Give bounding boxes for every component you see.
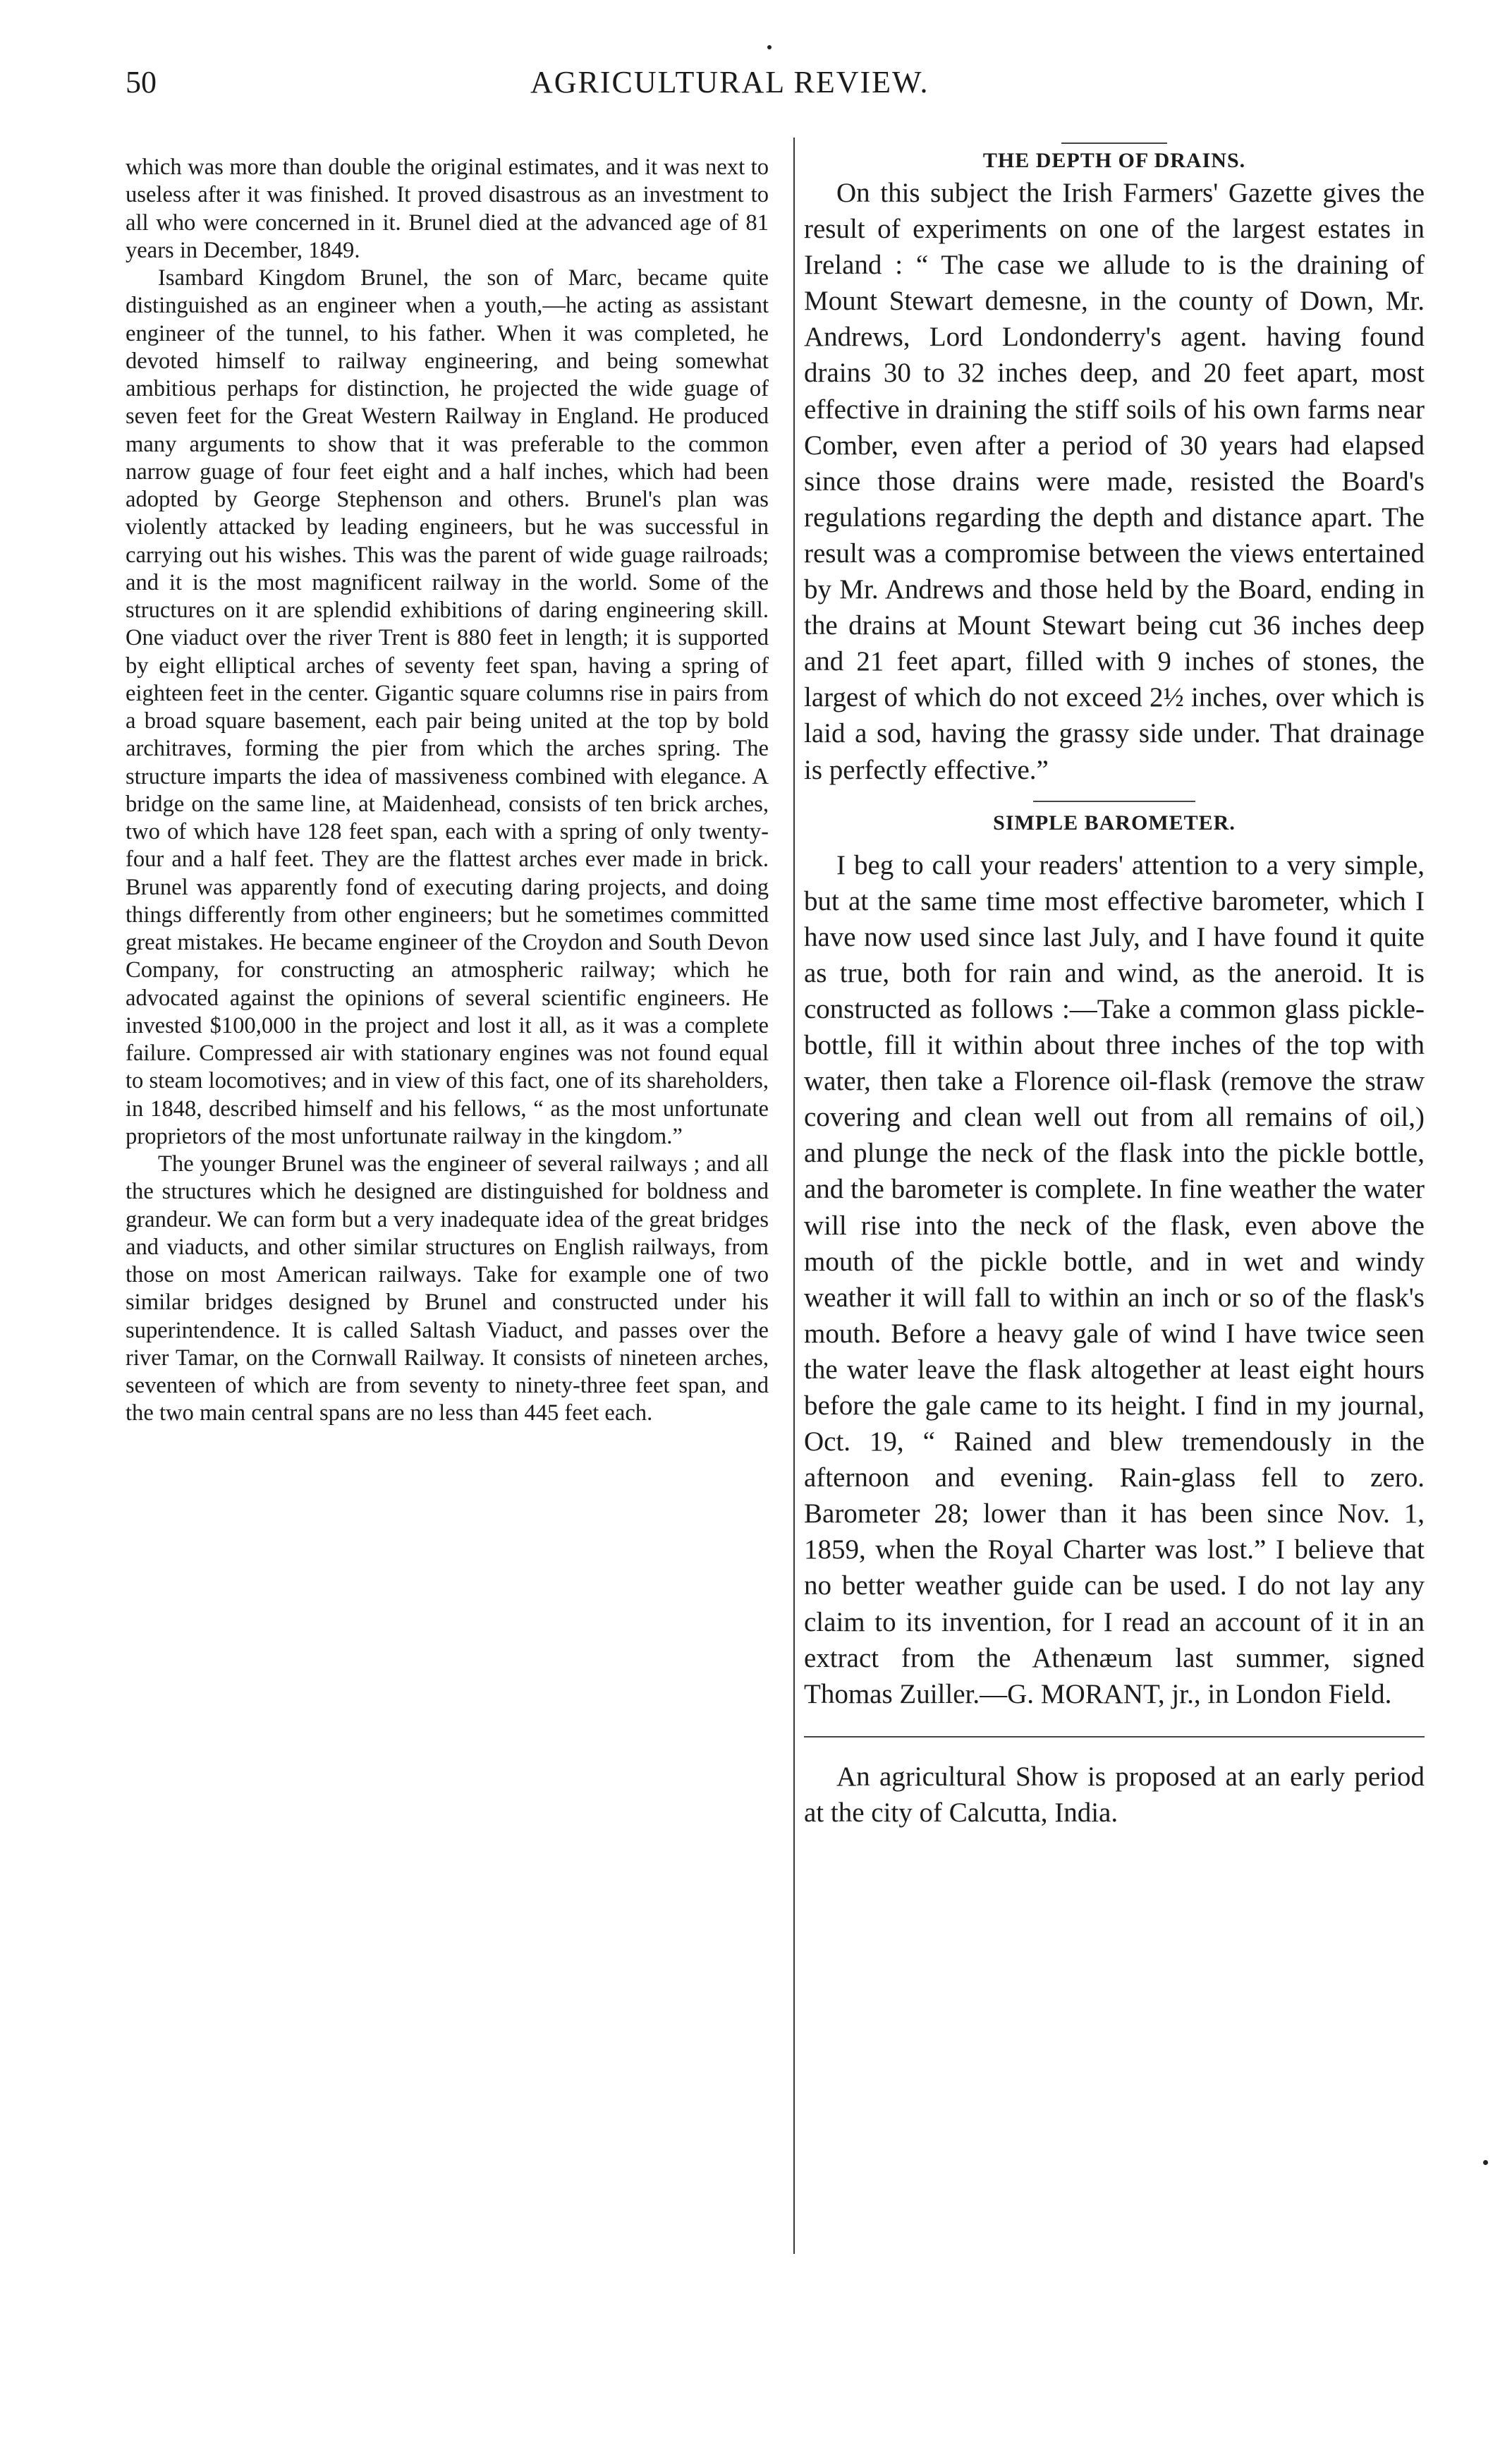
page-number: 50 bbox=[126, 65, 157, 99]
ink-dot bbox=[1483, 2160, 1488, 2165]
section-separator bbox=[1061, 142, 1167, 144]
barometer-article: I beg to call your readers' attention to a very simple, but at the same time most effective barometer, which I have now used since last July, and I have found it quite as true, both for rain and wind, as the aneroid. It is constructed as follows :—Take a common glass pickle-bottle, fill it within about three inches of the top with water, then take a Florence oil-flask (remove the straw covering and clean well out from all remains of oil,) and plunge the neck of the flask into the pickle bottle, and the barometer is complete. In fine weather the water will rise into the neck of the flask, even above the mouth of the pickle bottle, and in wet and windy weather it will fall to within an inch or so of the flask's mouth. Before a heavy gale of wind I have twice seen the water leave the flask altogether at least eight hours before the gale came to its height. I find in my journal, Oct. 19, “ Rained and blew tremendously in the afternoon and evening. Rain-glass fell to zero. Barometer 28; lower than it has been since Nov. 1, 1859, when the Royal Charter was lost.” I believe that no better weather guide can be used. I do not lay any claim to its invention, for I read an account of it in an extract from the Athenæum last summer, signed Thomas Zuiller.—G. MORANT, jr., in London Field. bbox=[804, 849, 1425, 1709]
running-title: AGRICULTURAL REVIEW. bbox=[530, 65, 929, 99]
drains-article: On this subject the Irish Farmers' Gazette gives the result of experiments on one of the largest estates in Ireland : “ The case we allude to is the draining of Mount Stewart demesne, in the county of Down, Mr. Andrews, Lord Londonderry's agent. having found drains 30 to 32 inches deep, and 20 feet apart, most effective in draining the stiff soils of his own farms near Comber, even after a period of 30 years had elapsed since those drains were made, resisted the Board's regulations regarding the depth and distance apart. The result was a compromise between the views entertained by Mr. Andrews and those held by the Board, ending in the drains at Mount Stewart being cut 36 inches deep and 21 feet apart, filled with 9 inches of stones, the largest of which do not exceed 2½ inches, over which is laid a sod, having the grassy side under. That drainage is perfectly effective.” bbox=[804, 178, 1425, 785]
right-column bbox=[804, 141, 1425, 1831]
drains-heading: THE DEPTH OF DRAINS. bbox=[982, 149, 1246, 172]
paragraph-younger-brunel: The younger Brunel was the engineer of several railways ; and all the structures which he designed are distinguished for boldness and grandeur. We can form but a very inadequate idea of the great bridges and viaducts, and other similar structures on English railways, from those on most American railways. Take for example one of two similar bridges designed by Brunel and constructed under his superintendence. It is called Saltash Viaduct, and passes over the river Tamar, on the Cornwall Railway. It consists of nineteen arches, seventeen of which are from seventy to ninety-three feet span, and the two main central spans are no less than 445 feet each. bbox=[126, 1151, 769, 1426]
paragraph-isambard-brunel: Isambard Kingdom Brunel, the son of Marc, became quite distinguished as an engineer when a youth,—he acting as assistant engineer of the tunnel, to his father. When it was completed, he devoted himself to railway engineering, and being somewhat ambitious perhaps for distinction, he projected the wide guage of seven feet for the Great Western Railway in England. He produced many arguments to show that it was preferable to the common narrow guage of four feet eight and a half inches, which had been adopted by George Stephenson and others. Brunel's plan was violently attacked by leading engineers, but he was successful in carrying out his wishes. This was the parent of wide guage railroads; and it is the most magnificent railway in the world. Some of the structures on it are splendid exhibitions of daring engineering skill. One viaduct over the river Trent is 880 feet in length; it is supported by eight elliptical arches of seventy feet span, having a spring of eighteen feet in the center. Gigantic square columns rise in pairs from a broad square basement, each pair being united at the top by bold architraves, forming the pier from which the arches spring. The structure imparts the idea of massiveness combined with elegance. A bridge on the same line, at Maidenhead, consists of ten brick arches, two of which have 128 feet span, each with a spring of only twenty-four and a half feet. They are the flattest arches ever made in brick. Brunel was apparently fond of executing daring projects, and doing things differently from other engineers; but he sometimes committed great mistakes. He became engineer of the Croydon and South Devon Company, for constructing an atmospheric railway; which he advocated against the opinions of several scientific engineers. He invested $100,000 in the project and lost it all, as it was a complete failure. Compressed air with stationary engines was not found equal to steam locomotives; and in view of this fact, one of its shareholders, in 1848, described himself and his fellows, “ as the most unfortunate proprietors of the most unfortunate railway in the kingdom.” bbox=[126, 265, 769, 1149]
calcutta-notice: An agricultural Show is proposed at an early period at the city of Calcutta, India. bbox=[804, 1761, 1425, 1828]
paragraph-brunel-senior-end: which was more than double the original estimates, and it was next to useless after it was finished. It proved disastrous as an investment to all who were concerned in it. Brunel died at the advanced age of 81 years in December, 1849. bbox=[126, 154, 769, 263]
ink-dot bbox=[767, 45, 772, 49]
section-separator bbox=[804, 1736, 1425, 1738]
left-column bbox=[126, 154, 769, 1428]
barometer-heading: SIMPLE BAROMETER. bbox=[993, 811, 1236, 835]
column-divider bbox=[793, 138, 795, 2254]
section-separator bbox=[1033, 801, 1195, 802]
